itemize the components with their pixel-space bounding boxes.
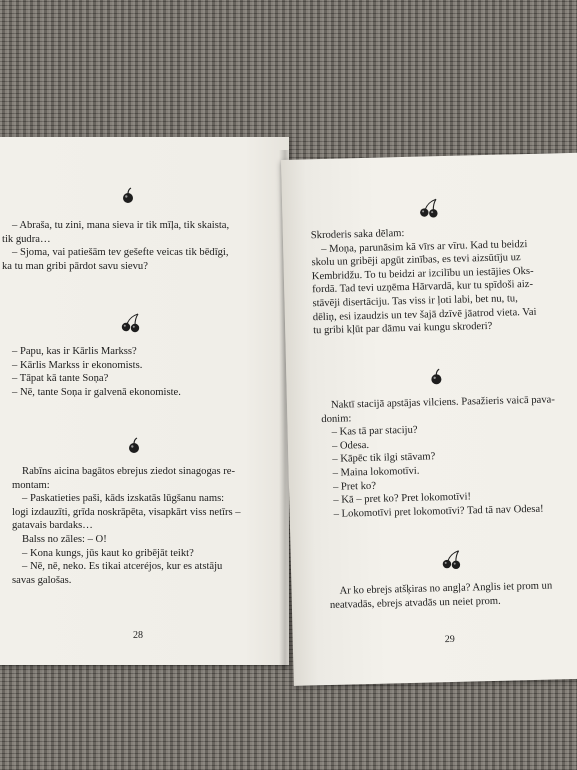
single-cherry-icon: [126, 437, 142, 455]
text-line: neatvadās, ebrejs atvadās un neiet prom.: [329, 595, 501, 611]
text-line: tik gudra…: [2, 233, 51, 245]
joke-synagogue: [12, 465, 276, 587]
text-line: – Pret ko?: [332, 480, 377, 493]
text-line: – Papu, kas ir Kārlis Markss?: [12, 346, 137, 357]
text-line: Rabīns aicina bagātos ebrejus ziedot sinagogas re-: [22, 466, 235, 477]
text-line: – Sjoma, vai patiešām tev gešefte veicas tik bēdīgi,: [12, 247, 229, 259]
text-line: – Nē, nē, neko. Es tikai atceréjos, kur es atstāju: [22, 561, 223, 573]
page-number: 28: [133, 630, 143, 641]
text-line: – Kārlis Markss ir ekonomists.: [12, 359, 143, 371]
text-line: – Kas tā par staciju?: [331, 424, 418, 439]
text-line: – Abraša, tu zini, mana sieva ir tik mīļa, tik skaista,: [12, 220, 230, 231]
text-line: Ar ko ebrejs atšķiras no angļa? Anglis iet prom un: [339, 580, 553, 597]
text-line: – Nē, tante Soņa ir galvenā ekonomiste.: [12, 386, 181, 398]
double-cherry-icon: [418, 198, 440, 219]
single-cherry-icon: [120, 187, 136, 205]
joke-abrasha: [2, 219, 272, 273]
text-line: dēliņ, esi izaudzis un tev šajā dzīvē jāatrod vieta. Vai: [312, 306, 537, 323]
text-line: – Odesa.: [331, 439, 370, 452]
text-line: – Lokomotīvi pret lokomotīvi? Tad tā nav Odesa!: [333, 503, 544, 520]
joke-odessa: [321, 393, 577, 522]
text-line: fordā. Tad tevi uzņēma Hārvardā, kur tu spīdoši aiz-: [312, 279, 534, 296]
joke-goodbye: [329, 579, 577, 613]
double-cherry-icon: [441, 550, 463, 571]
text-line: – Kāpēc tik ilgi stāvam?: [332, 451, 436, 466]
text-line: – Kona kungs, jūs kaut ko gribējāt teikt?: [22, 547, 194, 559]
right-page: [281, 152, 577, 685]
text-line: – Paskatieties paši, kāds izskatās lūgšanu nams:: [22, 493, 225, 505]
text-line: Balss no zāles: – O!: [22, 533, 107, 545]
text-line: – Kā – pret ko? Pret lokomotīvi!: [333, 491, 472, 506]
joke-tailor: [311, 223, 577, 338]
text-line: tu gribi kļūt par dāmu vai kungu skroderi?: [313, 321, 493, 337]
text-line: logi izdauzīti, grīda noskrāpēta, visapkārt viss netīrs –: [12, 506, 241, 518]
left-page: [0, 137, 289, 665]
text-line: – Maina lokomotīvi.: [332, 465, 420, 479]
text-line: Naktī stacijā apstājas vilciens. Pasažieris vaicā pava-: [330, 394, 555, 411]
joke-marx: [12, 345, 272, 399]
text-line: ka tu man gribi pārdot savu sievu?: [2, 260, 148, 272]
text-line: – Moņa, parunāsim kā vīrs ar vīru. Kad tu beidzi: [321, 238, 528, 255]
text-line: stāvēji disertāciju. Tas viss ir ļoti labi, bet nu, tu,: [312, 293, 518, 310]
text-line: – Tāpat kā tante Soņa?: [12, 373, 109, 385]
page-number: 29: [444, 633, 455, 646]
text-line: donim:: [321, 412, 352, 425]
text-line: Kembridžu. To tu beidzi ar izcilību un iestājies Oks-: [311, 265, 534, 283]
text-line: skolu un gribēji apgūt zinības, es tevi aizsūtīju uz: [311, 252, 521, 269]
text-line: montam:: [12, 479, 50, 491]
single-cherry-icon: [428, 368, 444, 386]
double-cherry-icon: [120, 313, 142, 333]
text-line: Skroderis saka dēlam:: [310, 228, 405, 242]
text-line: savas galošas.: [12, 574, 72, 586]
text-line: gatavais bardaks…: [12, 520, 93, 532]
